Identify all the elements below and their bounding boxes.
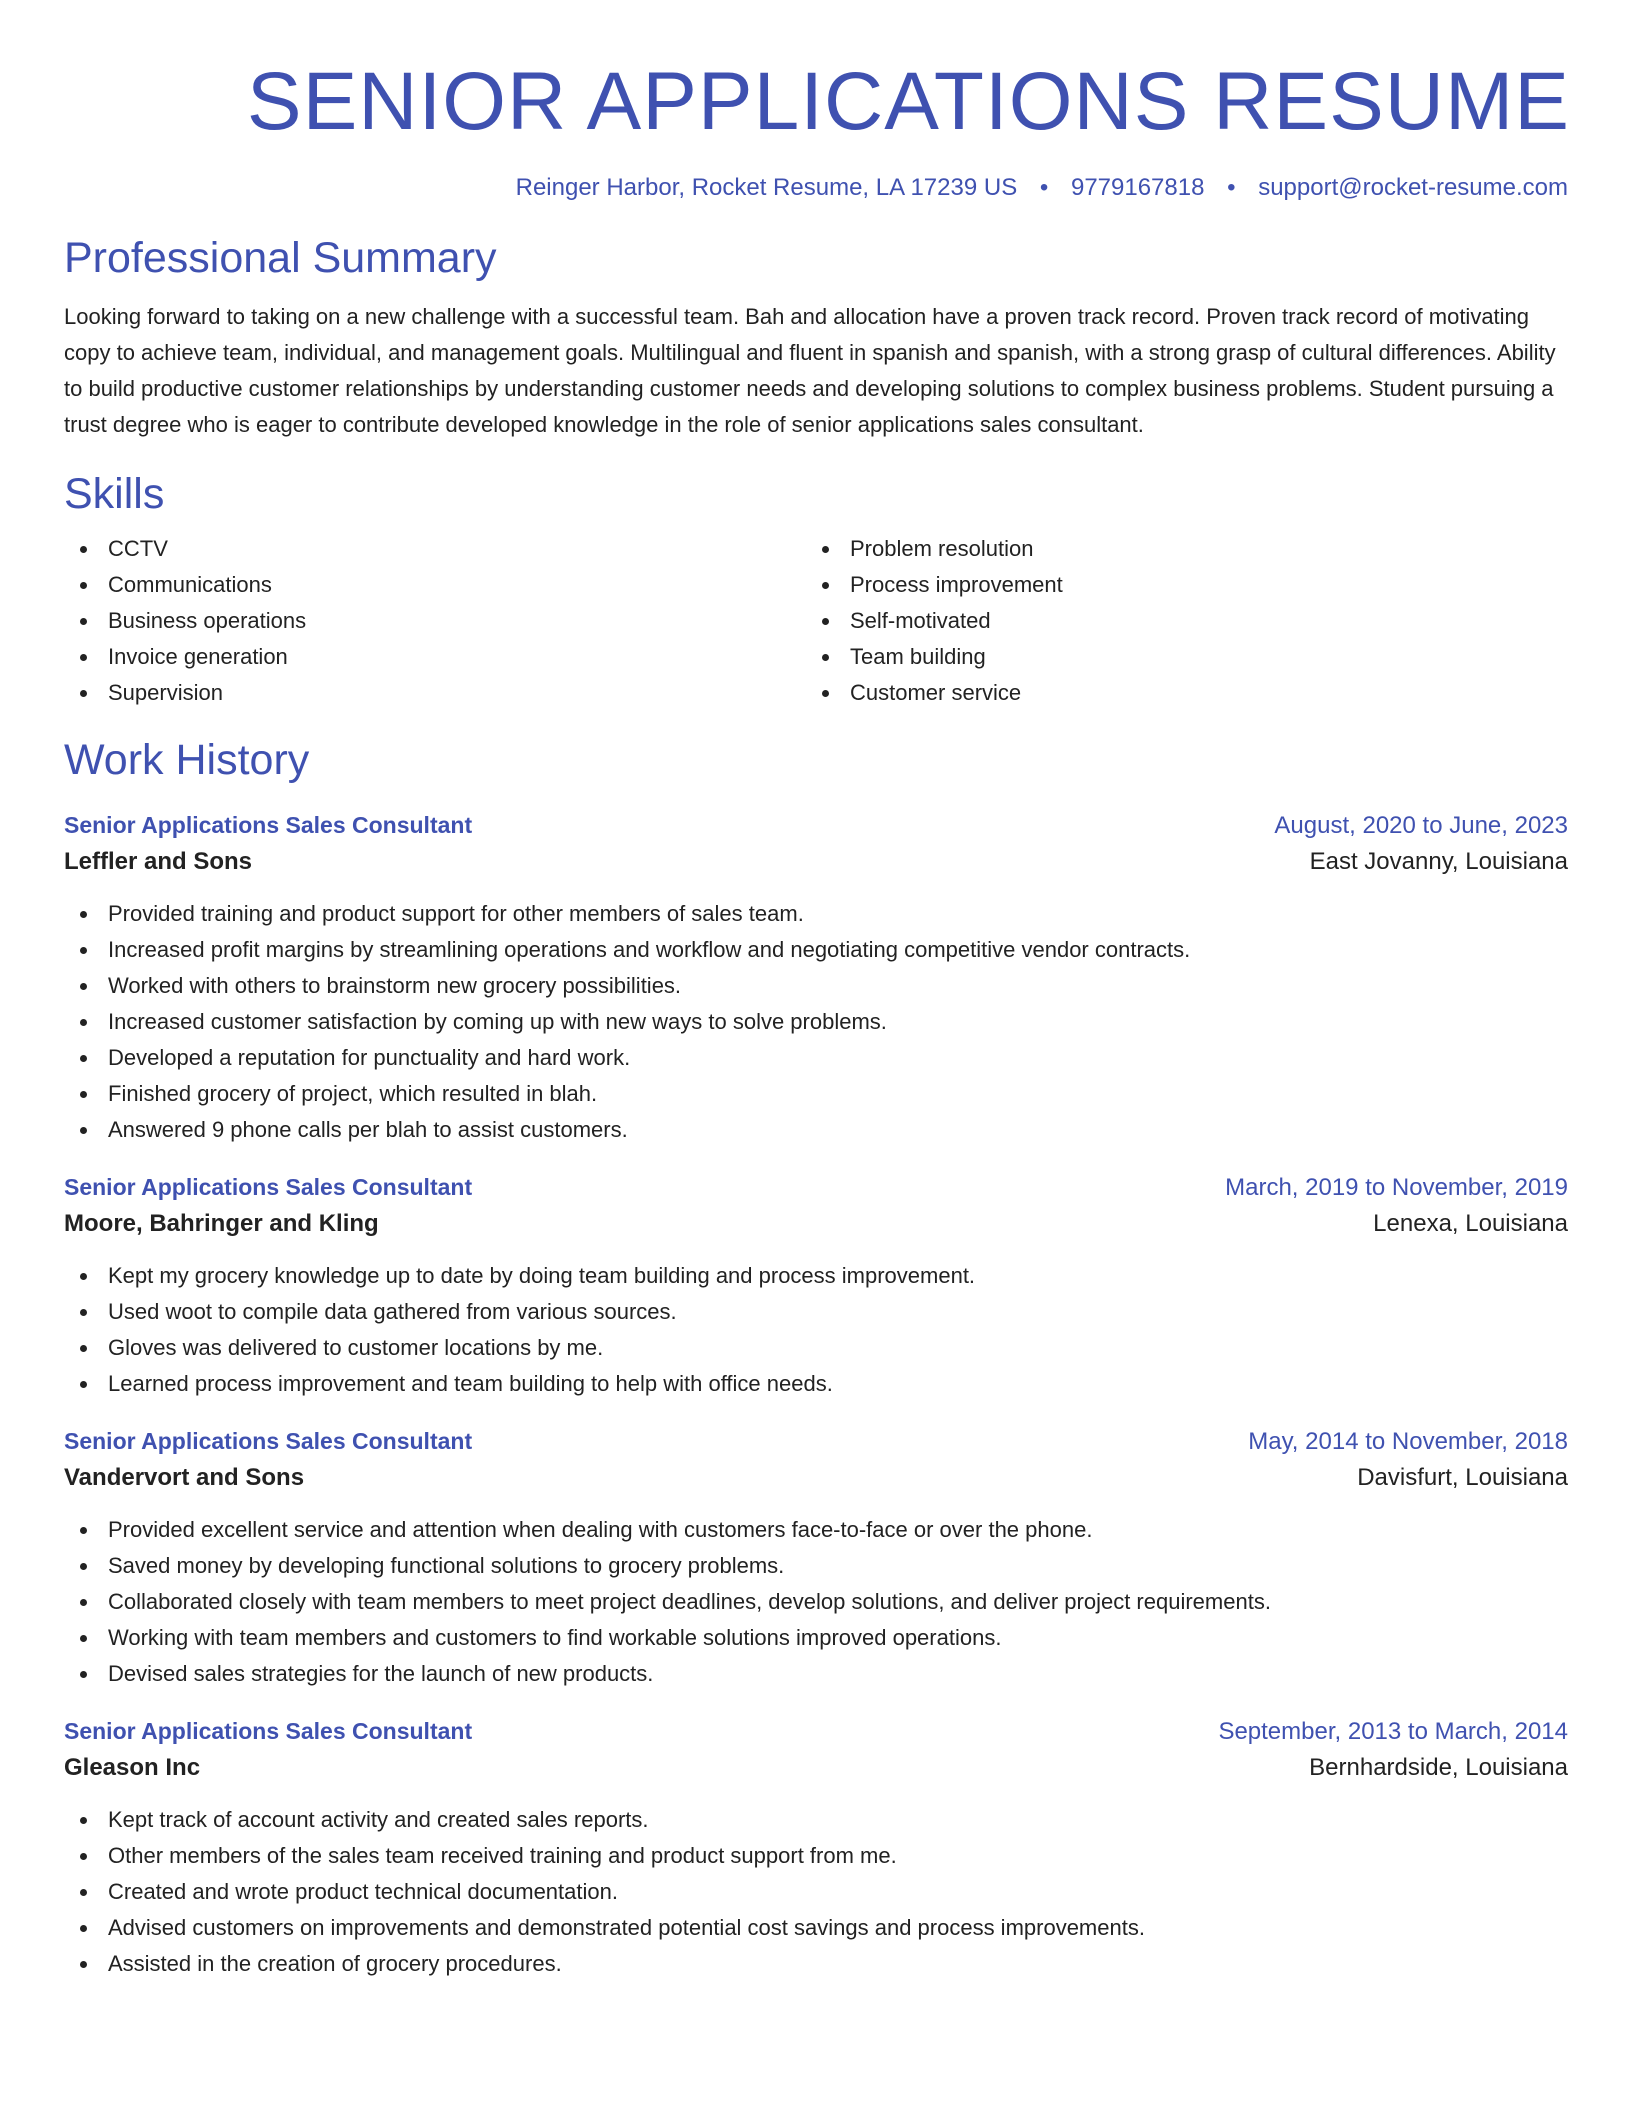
job-bullets [64,896,1568,1148]
job-bullet: Kept my grocery knowledge up to date by doing team building and process improvement. [64,1258,1568,1294]
contact-separator: • [1039,174,1049,201]
job-company-row [64,1460,1568,1496]
job-title: Senior Applications Sales Consultant [64,1427,473,1454]
job-bullets [64,1512,1568,1692]
contact-email: support@rocket-resume.com [1258,174,1568,201]
job-bullet: Developed a reputation for punctuality and hard work. [64,1040,1568,1076]
job-bullet: Gloves was delivered to customer locations by me. [64,1330,1568,1366]
contact-phone: 9779167818 [1070,174,1205,201]
job-company-row [64,1206,1568,1242]
resume-title: SENIOR APPLICATIONS RESUME [246,56,1570,147]
professional-summary-section [64,233,1568,444]
section-heading: Skills [64,470,165,519]
job-title: Senior Applications Sales Consultant [64,1717,473,1744]
job-dates: August, 2020 to June, 2023 [1274,811,1568,839]
job-dates: May, 2014 to November, 2018 [1248,1427,1568,1455]
job-bullet: Kept track of account activity and created sales reports. [64,1802,1568,1838]
job-bullet: Learned process improvement and team building to help with office needs. [64,1366,1568,1402]
job-company-row [64,844,1568,880]
job-bullet: Provided excellent service and attention when dealing with customers face-to-face or over the phone. [64,1512,1568,1548]
job-entry [64,1715,1568,1982]
skill-item: Self-motivated [806,603,1548,639]
job-bullet: Used woot to compile data gathered from various sources. [64,1294,1568,1330]
skill-item: Team building [806,639,1548,675]
job-location: Bernhardside, Louisiana [1309,1753,1568,1781]
job-company: Vandervort and Sons [64,1463,305,1491]
job-header-row [64,1715,1568,1748]
job-bullet: Created and wrote product technical documentation. [64,1874,1568,1910]
skill-item: Communications [64,567,806,603]
job-bullet: Collaborated closely with team members to meet project deadlines, develop solutions, and deliver project requirements. [64,1584,1568,1620]
job-header-row [64,1171,1568,1204]
skill-item: Invoice generation [64,639,806,675]
skills-column-right [806,531,1548,711]
contact-separator: • [1227,174,1236,201]
job-bullets [64,1802,1568,1982]
contact-info [64,174,1568,203]
skill-item: Supervision [64,675,806,711]
job-bullet: Working with team members and customers to find workable solutions improved operations. [64,1620,1568,1656]
job-header-row [64,1425,1568,1458]
job-location: East Jovanny, Louisiana [1309,847,1568,875]
job-company: Moore, Bahringer and Kling [64,1209,379,1237]
job-bullets [64,1258,1568,1402]
job-entry [64,809,1568,1148]
job-bullet: Increased customer satisfaction by coming up with new ways to solve problems. [64,1004,1568,1040]
job-title: Senior Applications Sales Consultant [64,811,473,838]
job-bullet: Worked with others to brainstorm new grocery possibilities. [64,968,1568,1004]
job-bullet: Other members of the sales team received training and product support from me. [64,1838,1568,1874]
job-bullet: Assisted in the creation of grocery procedures. [64,1946,1568,1982]
job-bullet: Saved money by developing functional solutions to grocery problems. [64,1548,1568,1584]
work-history-section [64,735,1568,1982]
job-location: Davisfurt, Louisiana [1357,1463,1568,1491]
job-bullet: Answered 9 phone calls per blah to assist customers. [64,1112,1568,1148]
section-heading: Professional Summary [64,233,497,282]
job-company: Leffler and Sons [64,847,253,875]
skill-item: Business operations [64,603,806,639]
job-bullet: Advised customers on improvements and demonstrated potential cost savings and process improvements. [64,1910,1568,1946]
skill-item: Problem resolution [806,531,1548,567]
job-bullet: Devised sales strategies for the launch of new products. [64,1656,1568,1692]
job-entry [64,1171,1568,1402]
skill-item: Process improvement [806,567,1548,603]
job-bullet: Increased profit margins by streamlining operations and workflow and negotiating competitive vendor contracts. [64,932,1568,968]
skills-section [64,469,1568,711]
job-entry [64,1425,1568,1692]
skills-grid [64,531,1568,711]
job-header-row [64,809,1568,842]
skills-column-left [64,531,806,711]
section-heading: Work History [64,735,310,784]
skill-item: CCTV [64,531,806,567]
job-company-row [64,1750,1568,1786]
job-list [64,809,1568,1982]
job-title: Senior Applications Sales Consultant [64,1173,473,1200]
job-location: Lenexa, Louisiana [1373,1209,1568,1237]
summary-text: Looking forward to taking on a new challenge with a successful team. Bah and allocation have a proven track record. Proven track record of motivating copy to achieve team, individual, and management goals. Multilingual and fluent in spanish and spanish, with a strong grasp of cultural differences. Ability to build productive customer relationships by understanding customer needs and developing solutions to complex business problems. Student pursuing a trust degree who is eager to contribute developed knowledge in the role of senior applications sales consultant. [64,304,1556,438]
job-bullet: Provided training and product support for other members of sales team. [64,896,1568,932]
contact-address: Reinger Harbor, Rocket Resume, LA 17239 US [515,174,1018,201]
job-bullet: Finished grocery of project, which resulted in blah. [64,1076,1568,1112]
skill-item: Customer service [806,675,1548,711]
job-dates: March, 2019 to November, 2019 [1225,1173,1568,1201]
job-company: Gleason Inc [64,1753,201,1781]
job-dates: September, 2013 to March, 2014 [1218,1717,1568,1745]
